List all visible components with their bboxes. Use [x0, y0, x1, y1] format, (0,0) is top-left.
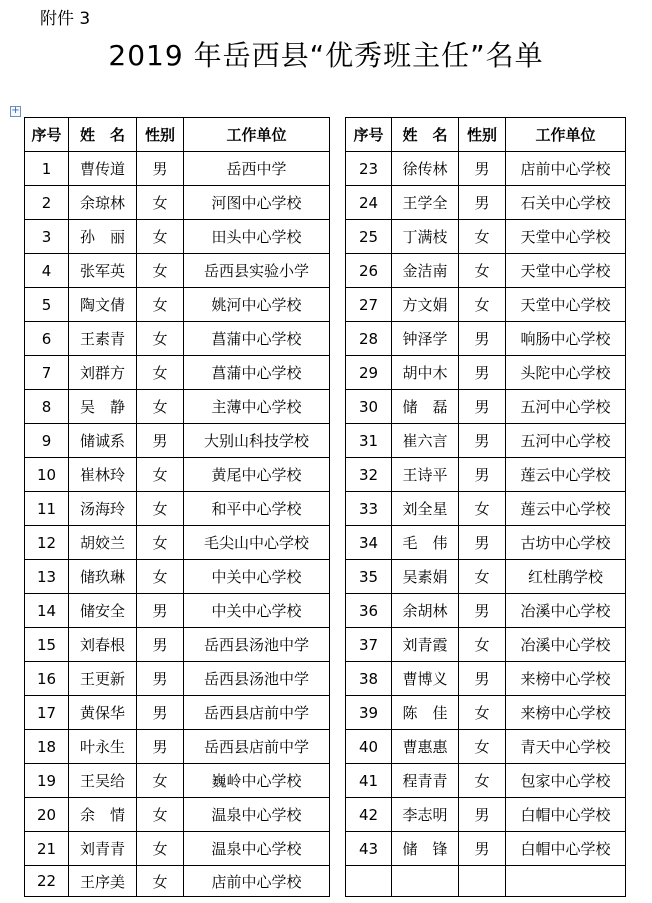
left-unit-cell: 河图中心学校: [184, 186, 330, 220]
right-name-cell: 储 锋: [392, 832, 459, 866]
column-gap: [330, 832, 346, 866]
table-row: [25, 288, 626, 322]
right-no-cell: 24: [346, 186, 392, 220]
right-no-cell: 34: [346, 526, 392, 560]
left-no-cell: 10: [25, 458, 69, 492]
left-gender-cell: 女: [137, 390, 184, 424]
right-name-cell: 徐传林: [392, 152, 459, 186]
left-name-cell: 张军英: [69, 254, 137, 288]
right-name-cell: 王诗平: [392, 458, 459, 492]
left-name-cell: 吴 静: [69, 390, 137, 424]
column-gap: [330, 764, 346, 798]
right-unit-cell: 天堂中心学校: [506, 288, 626, 322]
right-gender-cell: 男: [459, 322, 506, 356]
header-gender-right: 性别: [459, 118, 506, 152]
left-gender-cell: 女: [137, 526, 184, 560]
column-gap: [330, 424, 346, 458]
column-gap: [330, 118, 346, 152]
right-gender-cell: 男: [459, 832, 506, 866]
right-gender-cell: 女: [459, 560, 506, 594]
left-unit-cell: 菖蒲中心学校: [184, 356, 330, 390]
left-no-cell: 13: [25, 560, 69, 594]
right-gender-cell: 女: [459, 220, 506, 254]
column-gap: [330, 254, 346, 288]
left-gender-cell: 女: [137, 492, 184, 526]
table-row: [25, 220, 626, 254]
right-unit-cell: 莲云中心学校: [506, 492, 626, 526]
left-name-cell: 储安全: [69, 594, 137, 628]
left-unit-cell: 岳西县店前中学: [184, 696, 330, 730]
left-gender-cell: 女: [137, 458, 184, 492]
right-name-cell: 钟泽学: [392, 322, 459, 356]
right-name-cell: 储 磊: [392, 390, 459, 424]
table-row: [25, 662, 626, 696]
left-gender-cell: 男: [137, 424, 184, 458]
right-gender-cell: 女: [459, 628, 506, 662]
right-gender-cell: 男: [459, 424, 506, 458]
right-name-cell: 程青青: [392, 764, 459, 798]
table-row: [25, 696, 626, 730]
left-unit-cell: 温泉中心学校: [184, 832, 330, 866]
right-name-cell: 陈 佳: [392, 696, 459, 730]
left-unit-cell: 中关中心学校: [184, 560, 330, 594]
table-row: [25, 560, 626, 594]
right-no-cell: 29: [346, 356, 392, 390]
left-name-cell: 王序美: [69, 866, 137, 897]
left-gender-cell: 女: [137, 322, 184, 356]
right-name-cell: 王学全: [392, 186, 459, 220]
right-unit-cell: 莲云中心学校: [506, 458, 626, 492]
column-gap: [330, 288, 346, 322]
header-gender-left: 性别: [137, 118, 184, 152]
column-gap: [330, 696, 346, 730]
table-row: [25, 628, 626, 662]
left-unit-cell: 巍岭中心学校: [184, 764, 330, 798]
left-unit-cell: 黄尾中心学校: [184, 458, 330, 492]
right-name-cell: 刘全星: [392, 492, 459, 526]
right-name-cell: 丁满枝: [392, 220, 459, 254]
right-unit-cell: 来榜中心学校: [506, 696, 626, 730]
table-row: [25, 798, 626, 832]
right-unit-cell: [506, 866, 626, 897]
left-name-cell: 刘群方: [69, 356, 137, 390]
table-row: [25, 322, 626, 356]
right-no-cell: 36: [346, 594, 392, 628]
table-row: [25, 866, 626, 897]
left-name-cell: 叶永生: [69, 730, 137, 764]
table-move-handle-icon[interactable]: +: [11, 105, 20, 116]
right-no-cell: 33: [346, 492, 392, 526]
column-gap: [330, 492, 346, 526]
left-no-cell: 22: [25, 866, 69, 897]
left-gender-cell: 女: [137, 560, 184, 594]
right-unit-cell: 石关中心学校: [506, 186, 626, 220]
column-gap: [330, 526, 346, 560]
left-unit-cell: 中关中心学校: [184, 594, 330, 628]
left-unit-cell: 岳西县汤池中学: [184, 628, 330, 662]
right-gender-cell: 男: [459, 356, 506, 390]
right-no-cell: 35: [346, 560, 392, 594]
left-name-cell: 储玖琳: [69, 560, 137, 594]
attachment-label: 附件 3: [40, 9, 91, 29]
right-unit-cell: 店前中心学校: [506, 152, 626, 186]
table-row: [25, 764, 626, 798]
right-no-cell: 23: [346, 152, 392, 186]
right-name-cell: 毛 伟: [392, 526, 459, 560]
left-gender-cell: 女: [137, 764, 184, 798]
column-gap: [330, 560, 346, 594]
right-no-cell: 40: [346, 730, 392, 764]
left-unit-cell: 温泉中心学校: [184, 798, 330, 832]
right-name-cell: 李志明: [392, 798, 459, 832]
left-no-cell: 12: [25, 526, 69, 560]
left-unit-cell: 田头中心学校: [184, 220, 330, 254]
table-row: [25, 458, 626, 492]
right-name-cell: 吴素娟: [392, 560, 459, 594]
left-name-cell: 王吴给: [69, 764, 137, 798]
right-gender-cell: 女: [459, 730, 506, 764]
left-gender-cell: 男: [137, 152, 184, 186]
table-row: [25, 832, 626, 866]
column-gap: [330, 866, 346, 897]
table-row: [25, 594, 626, 628]
left-no-cell: 4: [25, 254, 69, 288]
column-gap: [330, 186, 346, 220]
right-no-cell: 25: [346, 220, 392, 254]
left-no-cell: 9: [25, 424, 69, 458]
table-row: [25, 390, 626, 424]
left-gender-cell: 男: [137, 628, 184, 662]
right-gender-cell: 男: [459, 390, 506, 424]
left-no-cell: 19: [25, 764, 69, 798]
right-gender-cell: 男: [459, 662, 506, 696]
left-name-cell: 刘青青: [69, 832, 137, 866]
column-gap: [330, 662, 346, 696]
right-no-cell: [346, 866, 392, 897]
table-row: [25, 186, 626, 220]
table-row: [25, 254, 626, 288]
column-gap: [330, 220, 346, 254]
left-no-cell: 17: [25, 696, 69, 730]
left-unit-cell: 姚河中心学校: [184, 288, 330, 322]
right-gender-cell: 女: [459, 254, 506, 288]
right-unit-cell: 冶溪中心学校: [506, 628, 626, 662]
table-row: [25, 152, 626, 186]
left-gender-cell: 女: [137, 186, 184, 220]
left-name-cell: 陶文倩: [69, 288, 137, 322]
left-name-cell: 刘春根: [69, 628, 137, 662]
right-gender-cell: 女: [459, 492, 506, 526]
right-name-cell: 金洁南: [392, 254, 459, 288]
right-gender-cell: 女: [459, 764, 506, 798]
right-gender-cell: 男: [459, 526, 506, 560]
right-gender-cell: [459, 866, 506, 897]
right-no-cell: 38: [346, 662, 392, 696]
header-no-left: 序号: [25, 118, 69, 152]
right-unit-cell: 古坊中心学校: [506, 526, 626, 560]
left-name-cell: 余 情: [69, 798, 137, 832]
left-name-cell: 崔林玲: [69, 458, 137, 492]
left-no-cell: 14: [25, 594, 69, 628]
left-no-cell: 11: [25, 492, 69, 526]
left-unit-cell: 大别山科技学校: [184, 424, 330, 458]
right-name-cell: 曹博义: [392, 662, 459, 696]
left-no-cell: 7: [25, 356, 69, 390]
left-no-cell: 15: [25, 628, 69, 662]
left-gender-cell: 女: [137, 254, 184, 288]
right-gender-cell: 男: [459, 594, 506, 628]
left-name-cell: 胡姣兰: [69, 526, 137, 560]
right-unit-cell: 五河中心学校: [506, 424, 626, 458]
left-no-cell: 18: [25, 730, 69, 764]
left-gender-cell: 女: [137, 798, 184, 832]
column-gap: [330, 730, 346, 764]
right-name-cell: 方文娟: [392, 288, 459, 322]
right-name-cell: 崔六言: [392, 424, 459, 458]
left-name-cell: 储诚系: [69, 424, 137, 458]
left-gender-cell: 男: [137, 696, 184, 730]
left-gender-cell: 女: [137, 356, 184, 390]
left-gender-cell: 男: [137, 594, 184, 628]
left-gender-cell: 女: [137, 832, 184, 866]
roster-table: [24, 117, 626, 897]
right-unit-cell: 响肠中心学校: [506, 322, 626, 356]
right-unit-cell: 白帽中心学校: [506, 798, 626, 832]
right-unit-cell: 天堂中心学校: [506, 254, 626, 288]
right-no-cell: 31: [346, 424, 392, 458]
right-unit-cell: 冶溪中心学校: [506, 594, 626, 628]
header-name-left: 姓 名: [69, 118, 137, 152]
right-unit-cell: 包家中心学校: [506, 764, 626, 798]
right-name-cell: 余胡林: [392, 594, 459, 628]
column-gap: [330, 628, 346, 662]
left-unit-cell: 毛尖山中心学校: [184, 526, 330, 560]
header-no-right: 序号: [346, 118, 392, 152]
right-no-cell: 32: [346, 458, 392, 492]
left-name-cell: 孙 丽: [69, 220, 137, 254]
table-row: [25, 424, 626, 458]
left-name-cell: 汤海玲: [69, 492, 137, 526]
table-row: [25, 526, 626, 560]
column-gap: [330, 152, 346, 186]
left-unit-cell: 岳西县店前中学: [184, 730, 330, 764]
right-no-cell: 26: [346, 254, 392, 288]
header-name-right: 姓 名: [392, 118, 459, 152]
left-no-cell: 8: [25, 390, 69, 424]
right-no-cell: 27: [346, 288, 392, 322]
left-no-cell: 3: [25, 220, 69, 254]
left-unit-cell: 岳西县汤池中学: [184, 662, 330, 696]
right-gender-cell: 男: [459, 152, 506, 186]
roster-body: [25, 152, 626, 897]
right-name-cell: 胡中木: [392, 356, 459, 390]
left-gender-cell: 女: [137, 288, 184, 322]
left-unit-cell: 岳西中学: [184, 152, 330, 186]
column-gap: [330, 356, 346, 390]
left-unit-cell: 菖蒲中心学校: [184, 322, 330, 356]
right-no-cell: 28: [346, 322, 392, 356]
right-unit-cell: 天堂中心学校: [506, 220, 626, 254]
right-name-cell: [392, 866, 459, 897]
column-gap: [330, 458, 346, 492]
left-no-cell: 5: [25, 288, 69, 322]
column-gap: [330, 594, 346, 628]
left-name-cell: 余琼林: [69, 186, 137, 220]
table-row: [25, 356, 626, 390]
right-gender-cell: 男: [459, 458, 506, 492]
right-name-cell: 刘青霞: [392, 628, 459, 662]
left-no-cell: 1: [25, 152, 69, 186]
right-no-cell: 42: [346, 798, 392, 832]
right-unit-cell: 红杜鹃学校: [506, 560, 626, 594]
left-gender-cell: 男: [137, 662, 184, 696]
right-no-cell: 37: [346, 628, 392, 662]
document-title: 2019 年岳西县“优秀班主任”名单: [108, 39, 544, 72]
right-no-cell: 41: [346, 764, 392, 798]
table-row: [25, 730, 626, 764]
left-unit-cell: 主薄中心学校: [184, 390, 330, 424]
left-unit-cell: 岳西县实验小学: [184, 254, 330, 288]
header-unit-right: 工作单位: [506, 118, 626, 152]
left-gender-cell: 女: [137, 866, 184, 897]
right-unit-cell: 头陀中心学校: [506, 356, 626, 390]
left-gender-cell: 男: [137, 730, 184, 764]
left-gender-cell: 女: [137, 220, 184, 254]
right-no-cell: 30: [346, 390, 392, 424]
right-name-cell: 曹惠惠: [392, 730, 459, 764]
left-unit-cell: 店前中心学校: [184, 866, 330, 897]
left-no-cell: 6: [25, 322, 69, 356]
column-gap: [330, 798, 346, 832]
right-gender-cell: 女: [459, 288, 506, 322]
header-unit-left: 工作单位: [184, 118, 330, 152]
left-no-cell: 21: [25, 832, 69, 866]
left-name-cell: 王素青: [69, 322, 137, 356]
right-gender-cell: 女: [459, 696, 506, 730]
right-unit-cell: 白帽中心学校: [506, 832, 626, 866]
column-gap: [330, 390, 346, 424]
right-no-cell: 39: [346, 696, 392, 730]
header-row: [25, 118, 626, 152]
column-gap: [330, 322, 346, 356]
right-unit-cell: 五河中心学校: [506, 390, 626, 424]
left-no-cell: 16: [25, 662, 69, 696]
left-name-cell: 王更新: [69, 662, 137, 696]
right-no-cell: 43: [346, 832, 392, 866]
left-no-cell: 2: [25, 186, 69, 220]
left-unit-cell: 和平中心学校: [184, 492, 330, 526]
right-unit-cell: 来榜中心学校: [506, 662, 626, 696]
right-unit-cell: 青天中心学校: [506, 730, 626, 764]
table-row: [25, 492, 626, 526]
left-no-cell: 20: [25, 798, 69, 832]
right-gender-cell: 男: [459, 186, 506, 220]
left-name-cell: 黄保华: [69, 696, 137, 730]
right-gender-cell: 男: [459, 798, 506, 832]
left-name-cell: 曹传道: [69, 152, 137, 186]
